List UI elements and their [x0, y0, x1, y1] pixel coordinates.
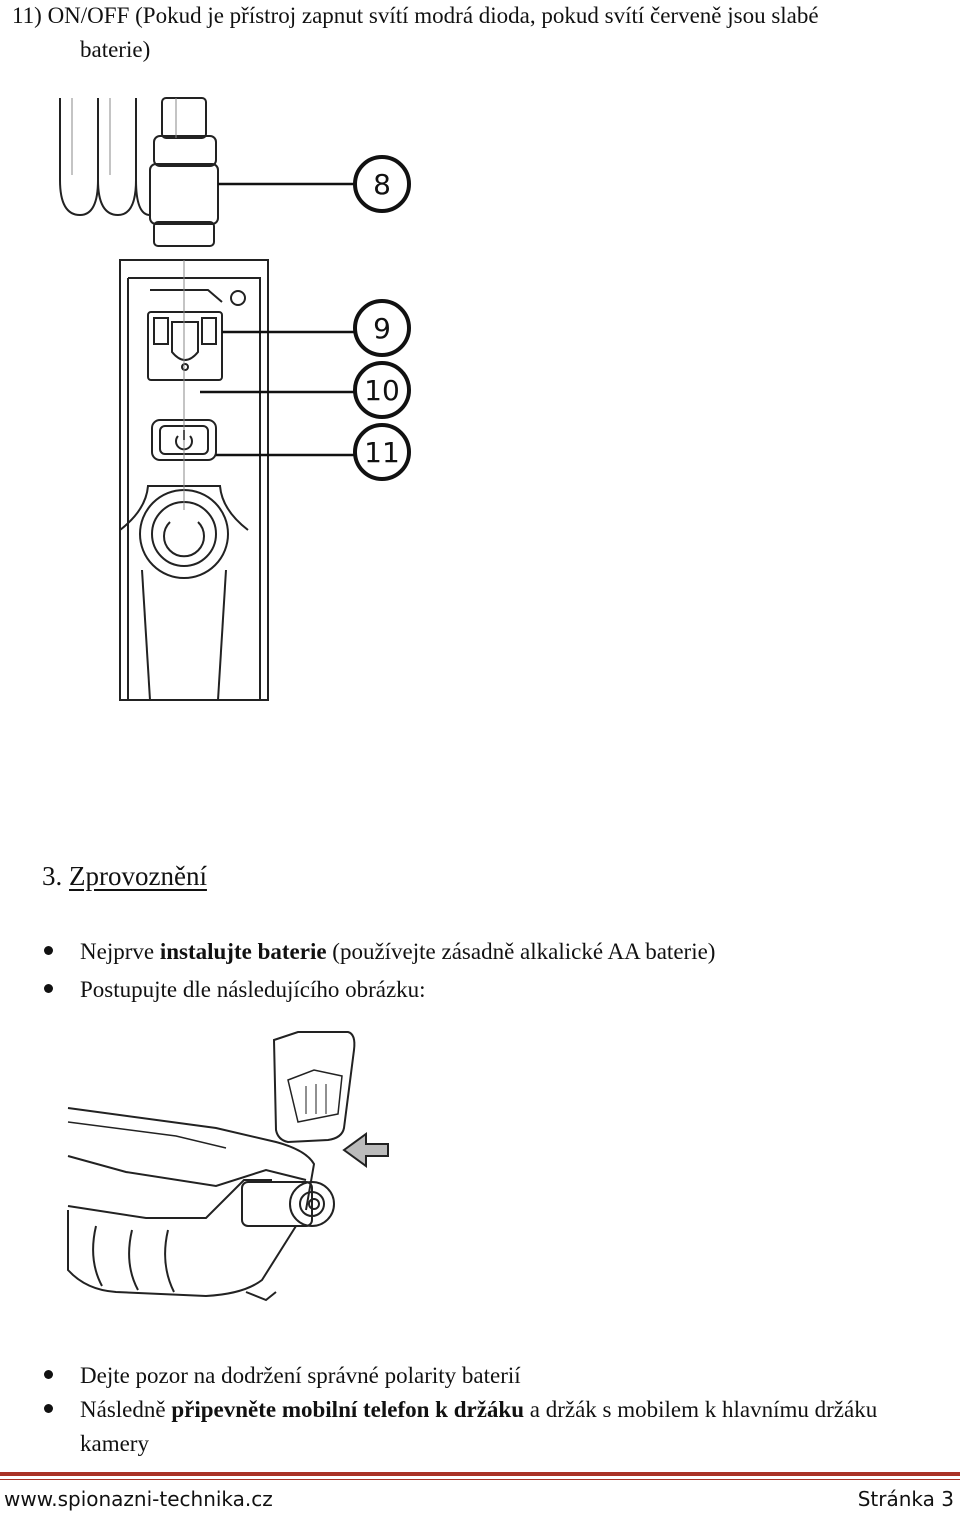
step-4-text-post: a držák s mobilem k hlavnímu držáku [524, 1397, 878, 1422]
step-polarity: Dejte pozor na dodržení správné polarity baterií [80, 1363, 521, 1388]
step-attach-phone-cont: kamery [80, 1431, 149, 1456]
insert-arrow-icon [344, 1134, 388, 1166]
intro-number: 11) [12, 3, 42, 28]
footer-page-number: Stránka 3 [857, 1487, 954, 1511]
section-title: Zprovoznění [69, 861, 207, 891]
callout-11: 11 [364, 436, 400, 469]
step-1-text-post: (používejte zásadně alkalické AA baterie) [326, 939, 716, 964]
intro-line-1 [12, 2, 819, 30]
footer-rule-thin [0, 1479, 960, 1480]
bullet-4 [44, 1404, 53, 1413]
section-number: 3. [42, 861, 63, 891]
intro-text: ON/OFF (Pokud je přístroj zapnut svítí modrá dioda, pokud svítí červeně jsou slabé [47, 3, 819, 28]
step-4-text-bold: připevněte mobilní telefon k držáku [171, 1397, 524, 1422]
step-1-text-pre: Nejprve [80, 939, 160, 964]
intro-line-2: baterie) [80, 37, 151, 62]
bullet-1 [44, 946, 53, 955]
step-4-text-pre: Následně [80, 1397, 172, 1422]
bullet-3 [44, 1370, 53, 1379]
step-attach-phone [80, 1396, 877, 1424]
callout-8: 8 [373, 168, 391, 201]
step-follow-picture: Postupujte dle následujícího obrázku: [80, 977, 426, 1002]
step-1-text-bold: instalujte baterie [159, 939, 327, 964]
device-figure [50, 90, 510, 730]
bullet-2 [44, 984, 53, 993]
footer-rule [0, 1472, 960, 1476]
step-install-batteries [80, 938, 715, 966]
footer-url: www.spionazni-technika.cz [4, 1487, 273, 1511]
callout-9: 9 [373, 312, 391, 345]
section-heading [42, 860, 207, 892]
battery-figure [66, 1030, 406, 1310]
callout-10: 10 [364, 374, 400, 407]
